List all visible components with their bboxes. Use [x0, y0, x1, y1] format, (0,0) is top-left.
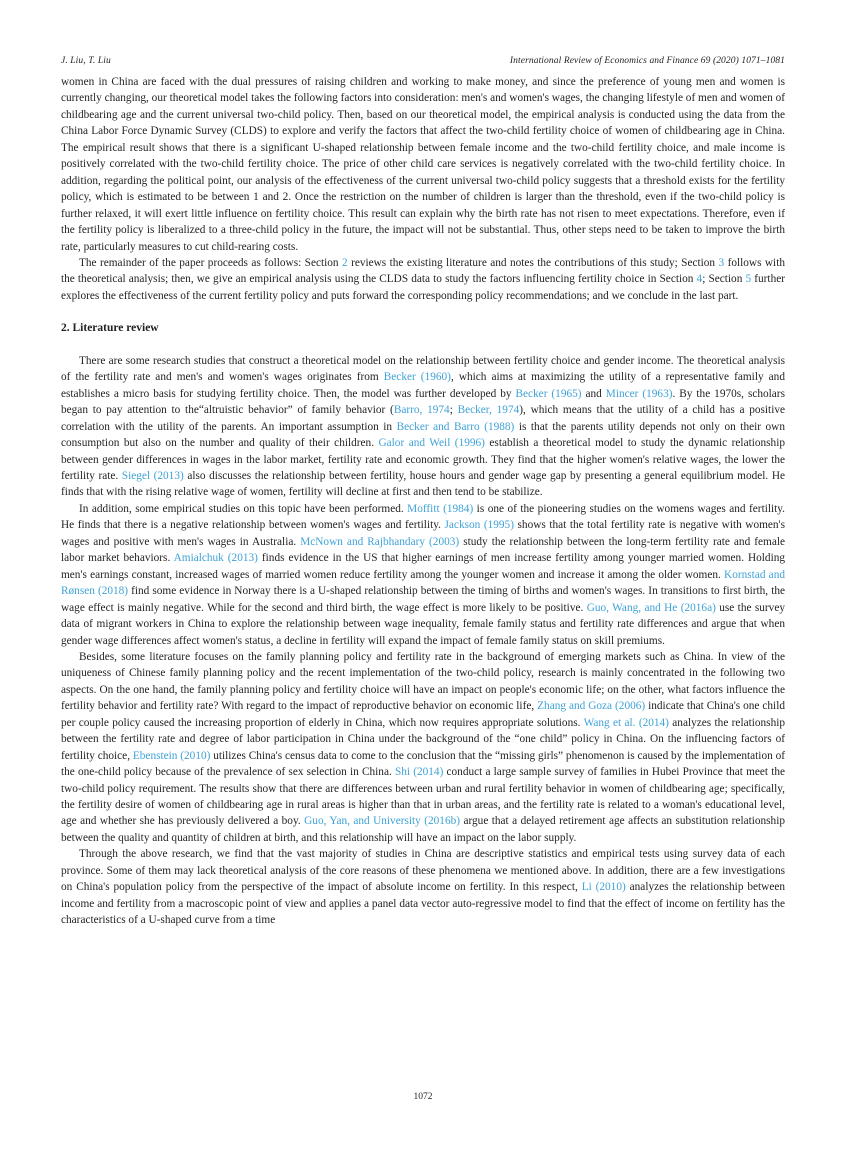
text-run: argue that a delayed retirement age affects an substitution relationship between the quality and quantity of children at birth, and this relationship will have an impact on the labor supply.: [61, 815, 785, 844]
text-run: The remainder of the paper proceeds as follows: Section: [79, 256, 342, 269]
text-run: There are some research studies that construct a theoretical model on the relationship between fertility choice and gender income. The theoretical analysis of the fertility rate and men's and women's wages originates from: [61, 354, 785, 384]
text-run: find some evidence in Norway there is a U-shaped relationship between the timing of births and women's wages. In transitions to first birth, the wage effect is mainly negative. While for the second and third birth, the wage effect is more likely to be positive.: [61, 585, 785, 614]
text-run: finds evidence in the US that higher earnings of men increase fertility among younger married women. Holding men's earnings constant, increased wages of married women reduce fertility among the younger women and increase it among the older women.: [61, 552, 786, 581]
text-run: ), which means that the utility of a child has a positive correlation with the utility of the parents. An important assumption in: [61, 404, 785, 433]
text-run: and: [581, 387, 606, 400]
text-run: analyzes the relationship between income and fertility from a macroscopic point of view and applies a panel data vector auto-regressive model to find that the effect of income on fertility has the characteristics of a U-shaped curve from a time: [61, 881, 785, 927]
text-run: reviews the existing literature and notes the contributions of this study; Section: [347, 256, 719, 269]
text-run: further explores the effectiveness of the current fertility policy and puts forward the corresponding policy recommendations; and we conclude in the last part.: [61, 273, 785, 302]
page-number: 1072: [413, 1092, 433, 1102]
running-head: [61, 50, 785, 74]
text-run: ; Section: [702, 273, 746, 286]
citation-link[interactable]: Galor and Weil (1996): [378, 437, 485, 450]
text-run: Through the above research, we find that the vast majority of studies in China are descriptive statistics and empirical tests using survey data of each province. Some of them may lack theoretical analysis of the core reasons of these phenomena we mentioned above. In addition, there are a few investigations on China's population policy from the perspective of the impact of absolute income on fertility. In this respect,: [61, 848, 785, 894]
citation-link[interactable]: Li (2010): [581, 881, 626, 894]
citation-link[interactable]: Siegel (2013): [121, 469, 184, 482]
citation-link[interactable]: Becker and Barro (1988): [396, 420, 515, 433]
text-run: Besides, some literature focuses on the family planning policy and fertility rate in the background of emerging markets such as China. In view of the uniqueness of Chinese family planning policy and the recent implementation of the two-child policy, research is mainly concentrated in the following two aspects. On the one hand, the family planning policy and fertility choice will have an impact on people's economic life; on the other, what factors influence the fertility behavior and fertility rate? With regard to the impact of reproductive behavior on economic life,: [61, 650, 785, 713]
citation-link[interactable]: Barro, 1974: [393, 404, 450, 417]
literature-paragraph-1: [61, 353, 785, 501]
article-body: [61, 74, 785, 929]
text-run: analyzes the relationship between the fertility rate and degree of labor participation in China under the background of the “one child” policy in China. On the influencing factors of fertility choice,: [61, 716, 786, 762]
citation-link[interactable]: Guo, Wang, and He (2016a): [586, 601, 716, 614]
section-2-link[interactable]: 2: [341, 256, 348, 269]
intro-paragraph-2: [61, 255, 785, 304]
citation-link[interactable]: Becker (1960): [383, 371, 451, 384]
text-run: study the relationship between the long-term fertility rate and female labor market behaviors.: [61, 535, 785, 565]
citation-link[interactable]: Ebenstein (2010): [132, 749, 211, 762]
intro-paragraph-1: women in China are faced with the dual pressures of raising children and working to make money, and since the preference of young men and women is currently changing, our theoretical model takes the following factors into consideration: men's and women's wages, the changing lifestyle of men and women of childbearing age and the current universal two-child policy. Then, based on our theoretical model, the empirical analysis is conducted using the data from the China Labor Force Dynamic Survey (CLDS) to explore and verify the factors that affect the two-child fertility choice of women of childbearing age in China. The empirical result shows that there is a significant U-shaped relationship between female income and the two-child fertility choice, and male income is positively correlated with the two-child fertility choice. The price of other child care services is negatively correlated with the two-child fertility choice. In addition, regarding the political point, our analysis of the effectiveness of the current universal two-child policy suggests that a threshold exists for the fertility policy, which is estimated to be between 1 and 2. Once the restriction on the number of children is larger than the threshold, even if the two-child policy is further relaxed, it will exert little influence on fertility choice. This result can explain why the birth rate has not risen to meet expectations. Therefore, even if the fertility policy is liberalized to a three-child policy in the future, the impact will not be substantial. Thus, other steps need to be taken to improve the birth rate, particularly measures to cut child-rearing costs.: [61, 76, 785, 253]
text-run: , which aims at maximizing the utility of a representative family and establishes a micro basis for studying fertility choice. Then, the model was further developed by: [61, 371, 785, 400]
text-run: is that the parents utility depends not only on their own consumption but also on the number and quality of their children.: [61, 420, 785, 450]
literature-paragraph-3: [61, 649, 785, 846]
text-run: conduct a large sample survey of families in Hubei Province that meet the two-child policy requirement. The results show that there are differences between urban and rural fertility behavior in women of childbearing age; specifically, the fertility desire of women of childbearing age in rural areas is higher than that in urban areas, and the fertility rate is related to a woman's educational level, age and whether she has previously delivered a boy.: [61, 766, 786, 828]
running-head-authors: J. Liu, T. Liu: [61, 56, 111, 66]
citation-link[interactable]: Zhang and Goza (2006): [537, 700, 646, 713]
text-run: indicate that China's one child per couple policy caused the increasing proportion of elderly in China, which now requires appropriate solutions.: [61, 700, 785, 729]
literature-paragraph-4: [61, 846, 785, 928]
literature-paragraph-2: [61, 501, 785, 649]
section-3-link[interactable]: 3: [718, 256, 725, 269]
text-run: utilizes China's census data to come to the conclusion that the “missing girls” phenomenon is caused by the implementation of the one-child policy because of the prevalence of sex selection in China.: [61, 749, 785, 779]
section-4-link[interactable]: 4: [696, 273, 703, 286]
citation-link[interactable]: Jackson (1995): [444, 519, 514, 532]
citation-link[interactable]: Kornstad and Rønsen (2018): [61, 568, 785, 598]
citation-link[interactable]: Becker (1965): [515, 387, 582, 400]
section-heading-literature-review: 2. Literature review: [61, 322, 159, 335]
text-run: . By the 1970s, scholars began to pay attention to the“altruistic behavior” of family behavior (: [61, 387, 785, 417]
text-run: In addition, some empirical studies on this topic have been performed.: [79, 502, 408, 515]
text-run: shows that the total fertility rate is negative with women's wages and positive with men's wages in Australia.: [61, 519, 785, 548]
citation-link[interactable]: Guo, Yan, and University (2016b): [304, 815, 461, 828]
citation-link[interactable]: Amialchuk (2013): [173, 552, 258, 565]
citation-link[interactable]: Shi (2014): [394, 766, 444, 779]
text-run: establish a theoretical model to study the dynamic relationship between gender differences in wages in the labor market, fertility rate and economic growth. They find that the higher women's relative wages, the lower the fertility rate.: [61, 437, 785, 482]
section-5-link[interactable]: 5: [745, 273, 752, 286]
text-run: also discusses the relationship between fertility, house hours and gender wage gap by presenting a general equilibrium model. He finds that with the rising relative wage of women, fertility will decline at first and then tend to be stabilize.: [61, 469, 785, 499]
running-head-journal: International Review of Economics and Finance 69 (2020) 1071–1081: [509, 56, 785, 66]
text-run: follows with the theoretical analysis; then, we give an empirical analysis using the CLDS data to study the factors influencing fertility choice in Section: [61, 256, 785, 286]
citation-link[interactable]: Becker, 1974: [457, 404, 520, 417]
text-run: is one of the pioneering studies on the womens wages and fertility. He finds that there is a negative relationship between women's wages and fertility.: [61, 502, 785, 532]
text-run: use the survey data of migrant workers in China to explore the relationship between wage inequality, female family status and fertility rate differences and argue that when gender wage differences affect women's status, a decline in fertility will expand the impact of female family status on skill premiums.: [61, 601, 785, 647]
citation-link[interactable]: McNown and Rajbhandary (2003): [300, 535, 460, 548]
citation-link[interactable]: Moffitt (1984): [407, 502, 474, 515]
citation-link[interactable]: Mincer (1963): [605, 387, 673, 400]
citation-link[interactable]: Wang et al. (2014): [583, 716, 669, 729]
text-run: ;: [449, 404, 458, 417]
